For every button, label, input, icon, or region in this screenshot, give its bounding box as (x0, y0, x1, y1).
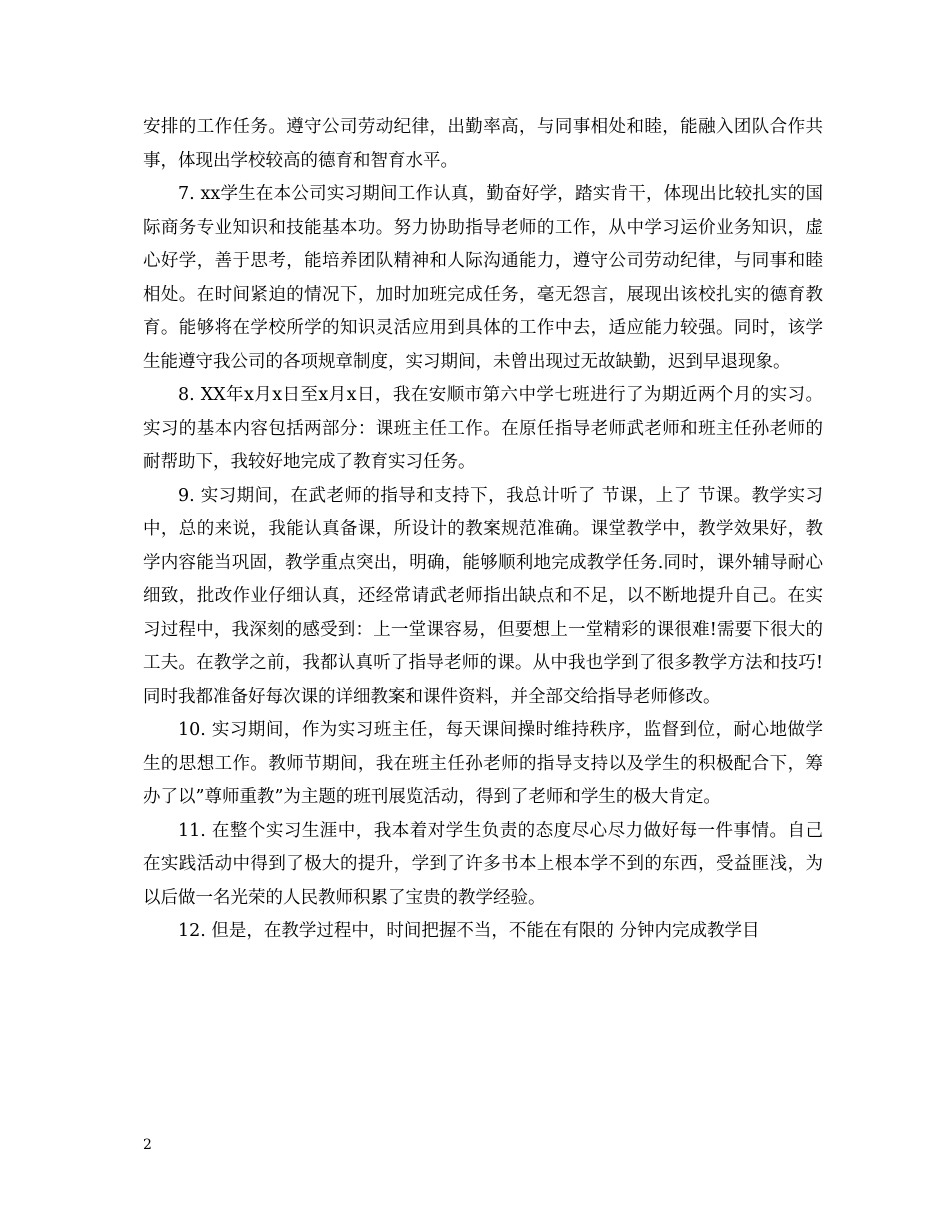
paragraph-item-8: 8. XX年x月x日至x月x日，我在安顺市第六中学七班进行了为期近两个月的实习。实习的基本内容包括两部分：课班主任工作。在原任指导老师武老师和班主任孙老师的耐帮助下，我较好地完成了教育实习任务。 (143, 385, 823, 472)
document-body (143, 111, 823, 949)
paragraph-item-12: 12. 但是，在教学过程中，时间把握不当，不能在有限的 分钟内完成教学目 (178, 921, 760, 941)
paragraph-continuation: 安排的工作任务。遵守公司劳动纪律，出勤率高，与同事相处和睦，能融入团队合作共事，体现出学校较高的德育和智育水平。 (143, 117, 823, 171)
paragraph-item-10: 10. 实习期间，作为实习班主任，每天课间操时维持秩序，监督到位，耐心地做学生的思想工作。教师节期间，我在班主任孙老师的指导支持以及学生的积极配合下，筹办了以”尊师重教”为主题的班刊展览活动，得到了老师和学生的极大肯定。 (143, 720, 823, 807)
paragraph-item-11: 11. 在整个实习生涯中，我本着对学生负责的态度尽心尽力做好每一件事情。自己在实践活动中得到了极大的提升，学到了许多书本上根本学不到的东西，受益匪浅，为以后做一名光荣的人民教师积累了宝贵的教学经验。 (143, 820, 823, 908)
paragraph-item-9: 9. 实习期间，在武老师的指导和支持下，我总计听了 节课，上了 节课。教学实习中，总的来说，我能认真备课，所设计的教案规范准确。课堂教学中，教学效果好，教学内容能当巩固，教学重点突出，明确，能够顺利地完成教学任务.同时，课外辅导耐心细致，批改作业仔细认真，还经常请武老师指出缺点和不足，以不断地提升自己。在实习过程中，我深刻的感受到：上一堂课容易，但要想上一堂精彩的课很难!需要下很大的工夫。在教学之前，我都认真听了指导老师的课。从中我也学到了很多教学方法和技巧!同时我都准备好每次课的详细教案和课件资料，并全部交给指导老师修改。 (143, 485, 823, 707)
page-number: 2 (143, 1137, 152, 1153)
paragraph-item-7: 7. xx学生在本公司实习期间工作认真，勤奋好学，踏实肯干，体现出比较扎实的国际商务专业知识和技能基本功。努力协助指导老师的工作，从中学习运价业务知识，虚心好学，善于思考，能培养团队精神和人际沟通能力，遵守公司劳动纪律，与同事和睦相处。在时间紧迫的情况下，加时加班完成任务，毫无怨言，展现出该校扎实的德育教育。能够将在学校所学的知识灵活应用到具体的工作中去，适应能力较强。同时，该学生能遵守我公司的各项规章制度，实习期间，未曾出现过无故缺勤，迟到早退现象。 (143, 184, 823, 372)
